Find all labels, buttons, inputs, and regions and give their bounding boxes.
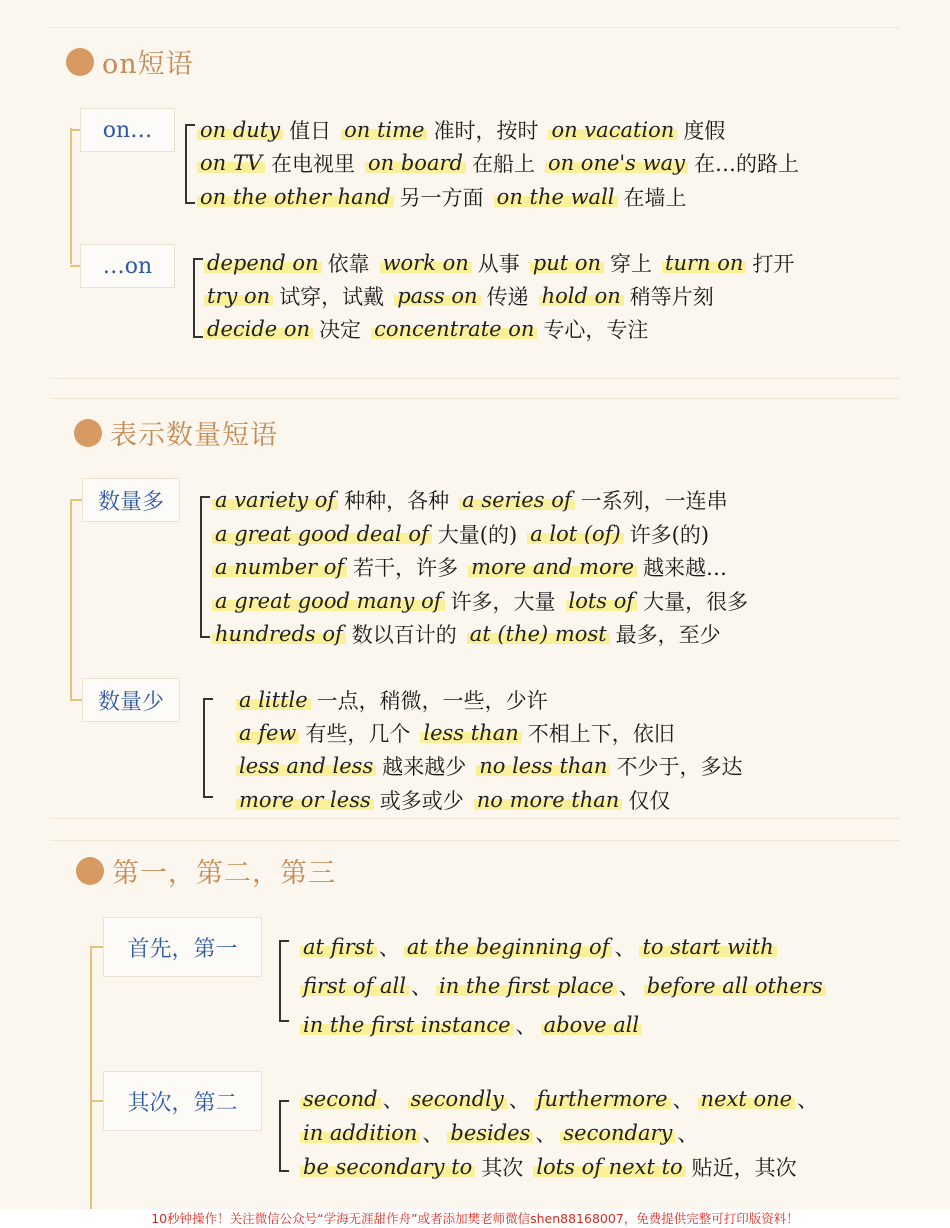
phrase-chinese: 在墙上 [623,186,687,210]
phrase-english: work on [380,251,472,275]
phrase-row [204,312,658,346]
phrase-english: on time [341,118,427,142]
phrase-row [236,716,685,749]
phrase-english: less than [420,721,521,745]
phrase-english: lots of [566,589,638,613]
phrase-chinese: 其次 [481,1156,524,1180]
phrase-english: a great good many of [212,589,445,613]
phrase-chinese: 度假 [683,119,726,143]
phrase-english: a variety of [212,488,338,512]
phrase-english: a lot (of) [527,522,623,546]
phrase-chinese: 有些，几个 [305,721,411,746]
section-title-text: 表示数量短语 [110,420,278,451]
phrase-english: no less than [476,754,610,778]
phrase-english: a number of [212,555,347,579]
phrase-english: first of all [300,974,409,998]
phrase-english: on duty [197,118,283,142]
bullet-dot-icon [74,419,102,447]
phrase-chinese: 另一方面 [399,186,484,210]
phrase-english: put on [530,251,604,275]
phrase-english: a little [236,688,311,712]
phrase-chinese: 在电视里 [271,152,356,176]
phrase-english: on the other hand [197,185,394,209]
phrase-chinese: 、 [677,1122,699,1146]
bracket-line [279,940,289,1022]
phrase-chinese: 最多，至少 [615,622,721,647]
phrase-chinese: 或多或少 [379,788,464,813]
bracket-line [279,1100,289,1172]
phrase-chinese: 若干，许多 [353,555,459,580]
bracket-line [193,258,203,338]
phrase-english: a series of [459,488,574,512]
phrase-chinese: 、 [515,1013,537,1038]
phrase-chinese: 打开 [752,252,795,276]
phrase-chinese: 稍等片刻 [629,285,714,309]
phrase-english: secondary [560,1121,675,1145]
phrase-row [300,1082,822,1116]
phrase-english: at the beginning of [404,935,613,959]
phrase-row [300,928,787,965]
phrase-chinese: 、 [410,974,432,999]
phrase-chinese: 、 [378,935,400,960]
phrase-row [204,279,724,313]
phrase-chinese: 、 [422,1122,444,1146]
phrase-chinese: 一点，稍微，一些，少许 [316,688,548,713]
footer-notice: 10秒钟操作！关注微信公众号“学海无涯甜作舟”或者添加樊老师微信shen88168007，免费提供完整可打印版资料！ [0,1209,950,1228]
phrase-chinese: 、 [672,1088,694,1112]
phrase-chinese: 仅仅 [628,788,671,813]
phrase-english: be secondary to [300,1155,475,1179]
tree-trunk-line [90,946,92,1209]
phrase-chinese: 大量(的) [437,522,518,547]
phrase-english: next one [698,1087,796,1111]
phrase-chinese: 越来越少 [382,754,467,779]
phrase-english: no more than [474,788,623,812]
section-title-text: on短语 [102,49,194,80]
phrase-english: at (the) most [467,622,610,646]
phrase-english: a great good deal of [212,522,432,546]
phrase-row [212,584,758,617]
tree-branch-line [90,946,103,948]
tree-branch-line [70,129,80,131]
tree-trunk-line [70,500,72,700]
divider-line [50,840,900,841]
phrase-row [197,146,809,180]
phrase-english: secondly [408,1087,507,1111]
phrase-row [236,683,558,716]
phrase-chinese: 贴近，其次 [691,1156,797,1180]
phrase-chinese: 一系列，一连串 [580,488,728,513]
phrase-chinese: 越来越… [643,555,728,580]
phrase-chinese: 、 [797,1088,819,1112]
phrase-english: on board [365,151,466,175]
phrase-english: above all [541,1013,643,1037]
phrase-chinese: 、 [508,1088,530,1112]
phrase-english: hundreds of [212,622,346,646]
phrase-row [204,246,804,280]
tree-branch-line [70,499,82,501]
phrase-english: on one's way [545,151,688,175]
phrase-english: second [300,1087,381,1111]
phrase-row [212,550,737,583]
phrase-row [300,1006,652,1043]
phrase-row [236,783,680,816]
phrase-chinese: 试穿，试戴 [279,285,385,309]
phrase-english: on the wall [494,185,618,209]
group-label: …on [80,244,175,288]
group-label: 其次，第二 [103,1071,262,1131]
section-title [66,42,194,81]
phrase-english: concentrate on [371,317,537,341]
phrase-english: before all others [644,974,826,998]
phrase-row [212,617,731,650]
phrase-chinese: 在船上 [471,152,535,176]
phrase-chinese: 许多(的) [629,522,710,547]
phrase-english: try on [204,284,273,308]
phrase-chinese: 从事 [477,252,520,276]
phrase-chinese: 传递 [486,285,529,309]
phrase-english: more or less [236,788,374,812]
phrase-chinese: 依靠 [327,252,370,276]
tree-branch-line [70,265,80,267]
phrase-english: decide on [204,317,313,341]
phrase-english: besides [447,1121,533,1145]
phrase-english: in the first instance [300,1013,514,1037]
phrase-english: depend on [204,251,322,275]
phrase-chinese: 、 [614,935,636,960]
section-title-text: 第一，第二，第三 [112,858,336,889]
phrase-chinese: 穿上 [610,252,653,276]
phrase-english: hold on [539,284,624,308]
phrase-chinese: 准时，按时 [433,119,539,143]
group-label: 首先，第一 [103,917,262,977]
phrase-english: turn on [662,251,746,275]
phrase-chinese: 不相上下，依旧 [527,721,675,746]
tree-branch-line [90,1100,103,1102]
phrase-row [212,483,738,516]
divider-line [50,398,900,399]
phrase-chinese: 种种，各种 [344,488,450,513]
section-title [74,413,278,452]
phrase-english: in addition [300,1121,420,1145]
phrase-chinese: 大量，很多 [643,589,749,614]
phrase-english: lots of next to [533,1155,685,1179]
tree-branch-line [70,699,82,701]
phrase-chinese: 、 [382,1088,404,1112]
phrase-chinese: 许多，大量 [450,589,556,614]
phrase-row [300,1116,702,1150]
group-label: 数量少 [82,678,180,722]
phrase-english: pass on [394,284,480,308]
divider-line [50,818,900,819]
phrase-row [197,180,697,214]
bracket-line [200,496,210,638]
phrase-english: a few [236,721,299,745]
phrase-chinese: 、 [535,1122,557,1146]
phrase-chinese: 决定 [319,318,362,342]
phrase-row [212,517,719,550]
phrase-english: at first [300,935,377,959]
phrase-english: on TV [197,151,265,175]
phrase-row [197,113,735,147]
phrase-chinese: 专心，专注 [543,318,649,342]
phrase-row [236,749,752,782]
divider-line [50,27,900,28]
section-title [76,851,336,890]
phrase-chinese: 在…的路上 [693,152,799,176]
phrase-english: in the first place [436,974,617,998]
bullet-dot-icon [76,857,104,885]
bracket-line [185,124,195,204]
phrase-english: to start with [639,935,776,959]
phrase-english: less and less [236,754,376,778]
phrase-row [300,1150,807,1184]
bracket-line [203,698,213,798]
phrase-english: on vacation [548,118,677,142]
group-label: on… [80,108,175,152]
phrase-english: more and more [468,555,637,579]
tree-trunk-line [70,128,72,264]
divider-line [50,378,900,379]
phrase-chinese: 值日 [289,119,332,143]
phrase-chinese: 数以百计的 [351,622,457,647]
phrase-english: furthermore [534,1087,671,1111]
phrase-chinese: 不少于，多达 [616,754,743,779]
bullet-dot-icon [66,48,94,76]
phrase-row [300,967,836,1004]
group-label: 数量多 [82,478,180,522]
phrase-chinese: 、 [618,974,640,999]
